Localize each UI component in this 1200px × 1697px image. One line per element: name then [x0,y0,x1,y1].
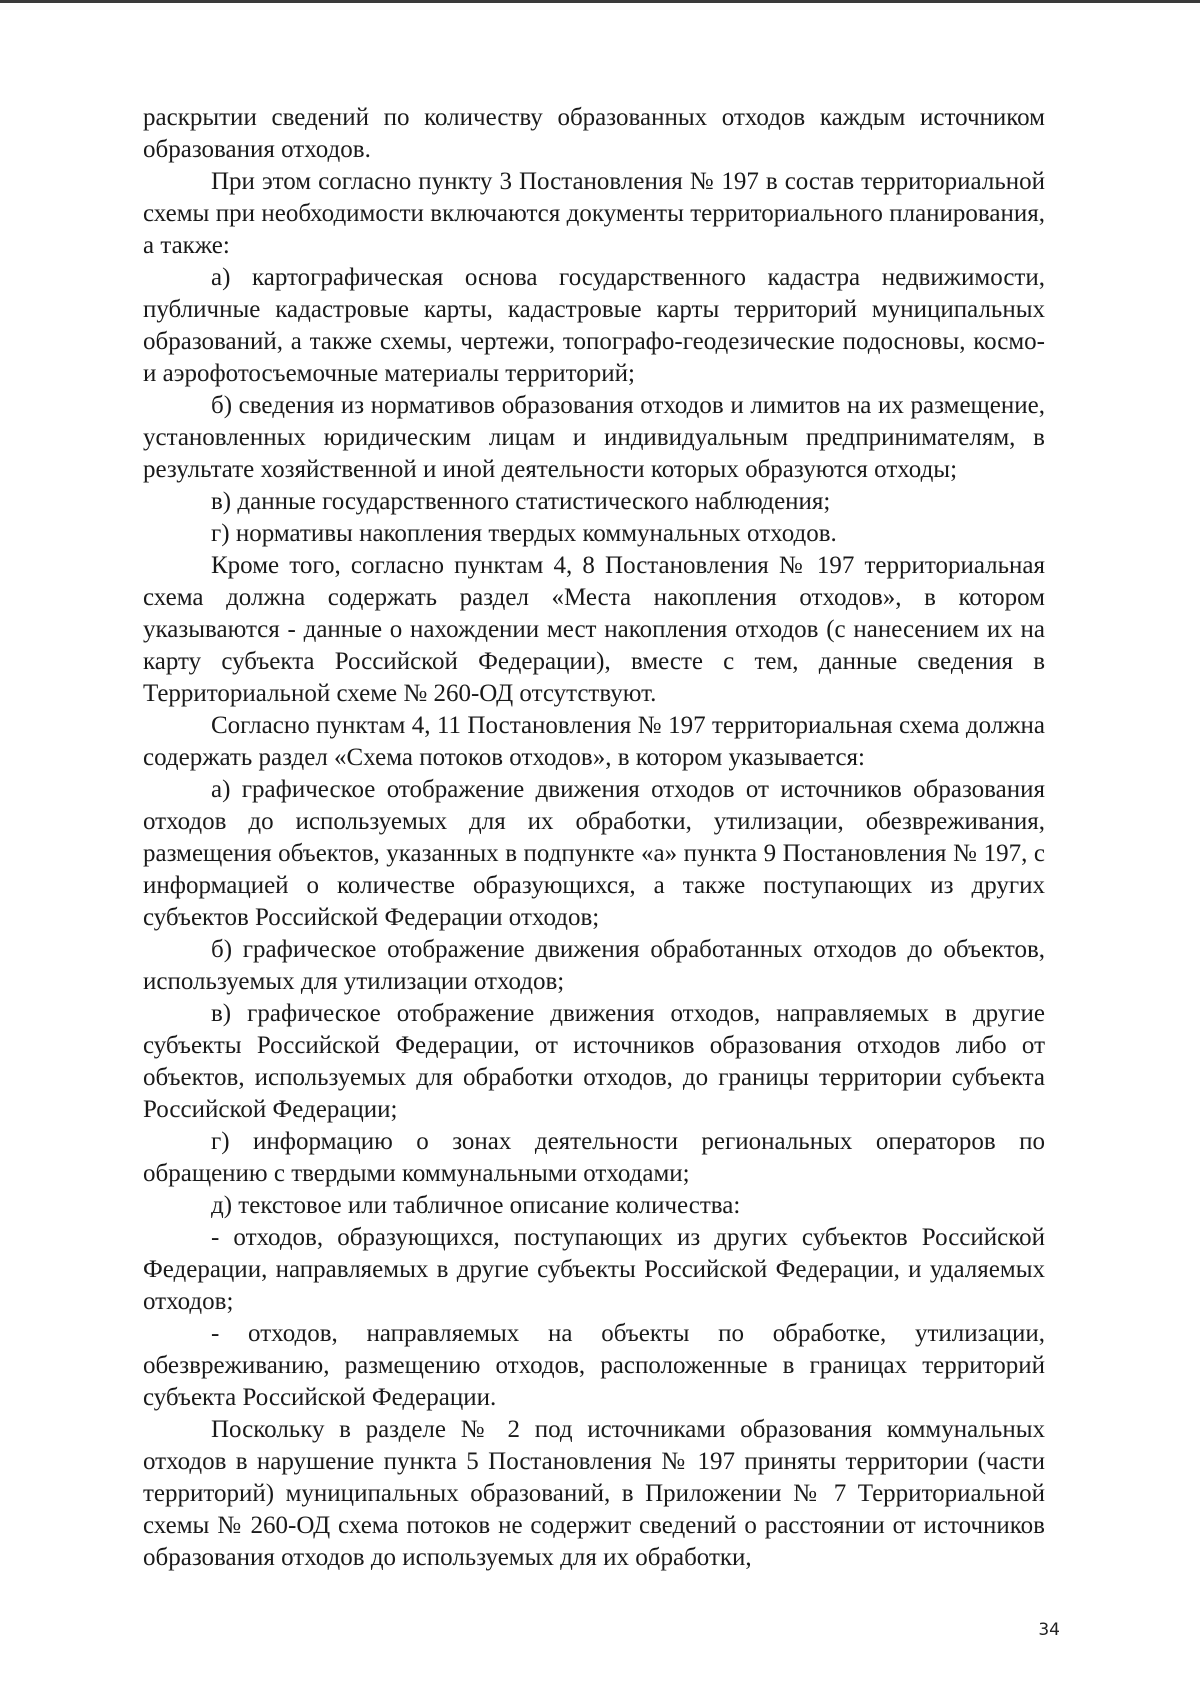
list-item-b: б) сведения из нормативов образования отходов и лимитов на их размещение, установленных юридическим лицам и индивидуальным предпринимателям, в результате хозяйственной и иной деятельности которых образуются отходы; [143,392,1045,483]
paragraph: При этом согласно пункту 3 Постановления № 197 в состав территориальной схемы при необходимости включаются документы территориального планирования, а также: [143,168,1045,259]
list-item-v: в) графическое отображение движения отходов, направляемых в другие субъекты Российской Федерации, от источников образования отходов либо от объектов, используемых для обработки отходов, до границы территории субъекта Российской Федерации; [143,1000,1045,1123]
paragraph: Поскольку в разделе № 2 под источниками образования коммунальных отходов в нарушение пункта 5 Постановления № 197 приняты территории (части территорий) муниципальных образований, в Приложении № 7 Территориальной схемы № 260-ОД схема потоков не содержит сведений о расстоянии от источников образования отходов до используемых для их обработки, [143,1416,1045,1571]
document-body [143,102,1045,1574]
paragraph: Согласно пунктам 4, 11 Постановления № 197 территориальная схема должна содержать раздел «Схема потоков отходов», в котором указывается: [143,712,1045,771]
paragraph-continuation: раскрытии сведений по количеству образованных отходов каждым источником образования отходов. [143,104,1045,163]
list-item-g: г) нормативы накопления твердых коммунальных отходов. [211,520,837,547]
list-item-v: в) данные государственного статистического наблюдения; [211,488,831,515]
list-item-b: б) графическое отображение движения обработанных отходов до объектов, используемых для утилизации отходов; [143,936,1045,995]
page-number: 34 [1038,1620,1060,1640]
list-item-a: а) картографическая основа государственного кадастра недвижимости, публичные кадастровые карты, кадастровые карты территорий муниципальных образований, а также схемы, чертежи, топографо-геодезические подосновы, космо- и аэрофотосъемочные материалы территорий; [143,264,1045,387]
list-item-a: а) графическое отображение движения отходов от источников образования отходов до используемых для их обработки, утилизации, обезвреживания, размещения объектов, указанных в подпункте «а» пункта 9 Постановления № 197, с информацией о количестве образующихся, а также поступающих из других субъектов Российской Федерации отходов; [143,776,1045,931]
paragraph: Кроме того, согласно пунктам 4, 8 Постановления № 197 территориальная схема должна содержать раздел «Места накопления отходов», в котором указываются - данные о нахождении мест накопления отходов (с нанесением их на карту субъекта Российской Федерации), вместе с тем, данные сведения в Территориальной схеме № 260-ОД отсутствуют. [143,552,1045,707]
dash-item: - отходов, образующихся, поступающих из других субъектов Российской Федерации, направляемых в другие субъекты Российской Федерации, и удаляемых отходов; [143,1224,1045,1315]
dash-item: - отходов, направляемых на объекты по обработке, утилизации, обезвреживанию, размещению отходов, расположенные в границах территорий субъекта Российской Федерации. [143,1320,1045,1411]
list-item-d: д) текстовое или табличное описание количества: [211,1192,741,1219]
scan-edge-line [0,0,1200,3]
list-item-g: г) информацию о зонах деятельности региональных операторов по обращению с твердыми коммунальными отходами; [143,1128,1045,1187]
